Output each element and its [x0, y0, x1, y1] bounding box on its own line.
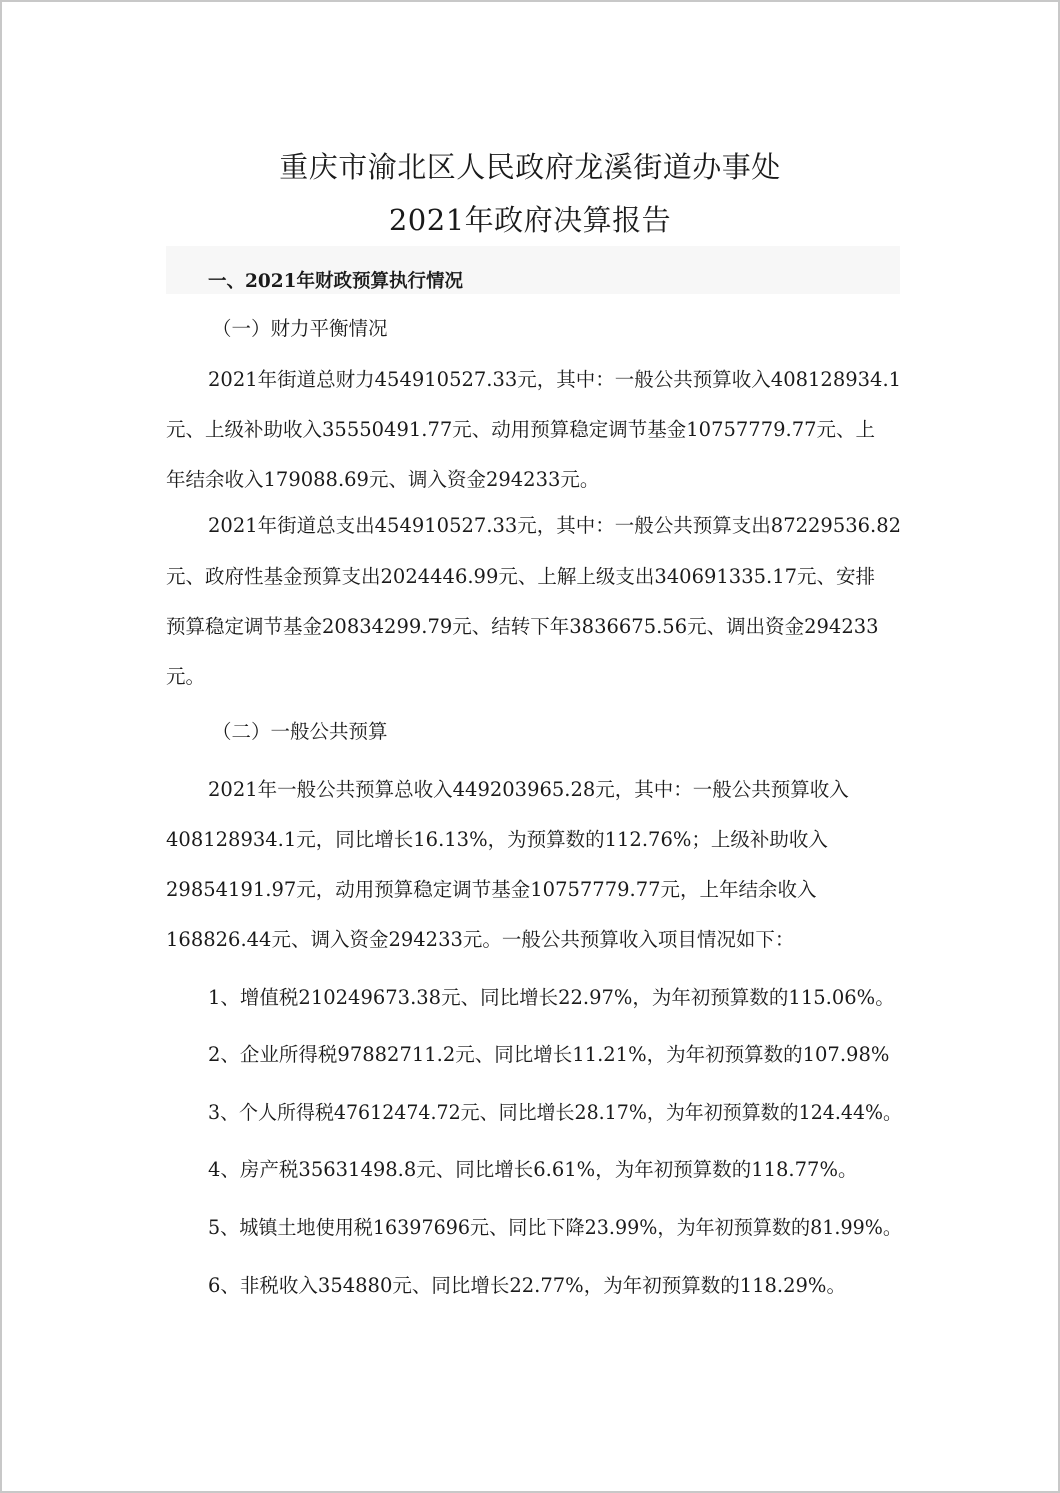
revenue-item: 4、房产税35631498.8元、同比增长6.61%，为年初预算数的118.77%。 [208, 1158, 858, 1181]
revenue-item: 1、增值税210249673.38元、同比增长22.97%，为年初预算数的115.06%。 [208, 986, 895, 1009]
paragraph-line: 年结余收入179088.69元、调入资金294233元。 [166, 468, 600, 491]
paragraph-line: 2021年街道总财力454910527.33元，其中：一般公共预算收入408128934.1 [208, 368, 902, 391]
section1-heading: 一、2021年财政预算执行情况 [208, 271, 463, 292]
paragraph-line: 2021年一般公共预算总收入449203965.28元，其中：一般公共预算收入 [208, 778, 849, 801]
revenue-item: 2、企业所得税97882711.2元、同比增长11.21%，为年初预算数的107.98% [208, 1043, 890, 1066]
paragraph-line: 168826.44元、调入资金294233元。一般公共预算收入项目情况如下： [166, 928, 795, 951]
sub1-heading: （一）财力平衡情况 [212, 317, 388, 340]
paragraph-line: 元、上级补助收入35550491.77元、动用预算稳定调节基金10757779.77元、上 [166, 418, 876, 441]
revenue-item: 6、非税收入354880元、同比增长22.77%，为年初预算数的118.29%。 [208, 1274, 846, 1297]
revenue-item: 3、个人所得税47612474.72元、同比增长28.17%，为年初预算数的124.44%。 [208, 1101, 903, 1124]
paragraph-line: 408128934.1元，同比增长16.13%，为预算数的112.76%；上级补助收入 [166, 828, 828, 851]
document-title-line1: 重庆市渝北区人民政府龙溪街道办事处 [279, 150, 781, 184]
paragraph-line: 29854191.97元，动用预算稳定调节基金10757779.77元，上年结余收入 [166, 878, 817, 901]
revenue-item: 5、城镇土地使用税16397696元、同比下降23.99%，为年初预算数的81.99%。 [208, 1216, 902, 1239]
paragraph-line: 元。 [166, 665, 206, 688]
paragraph-line: 2021年街道总支出454910527.33元，其中：一般公共预算支出87229536.82 [208, 514, 902, 537]
document-title-line2: 2021年政府决算报告 [388, 203, 672, 237]
paragraph-line: 元、政府性基金预算支出2024446.99元、上解上级支出340691335.17元、安排 [166, 565, 876, 588]
paragraph-line: 预算稳定调节基金20834299.79元、结转下年3836675.56元、调出资金294233 [166, 615, 879, 638]
sub2-heading: （二）一般公共预算 [212, 720, 388, 743]
